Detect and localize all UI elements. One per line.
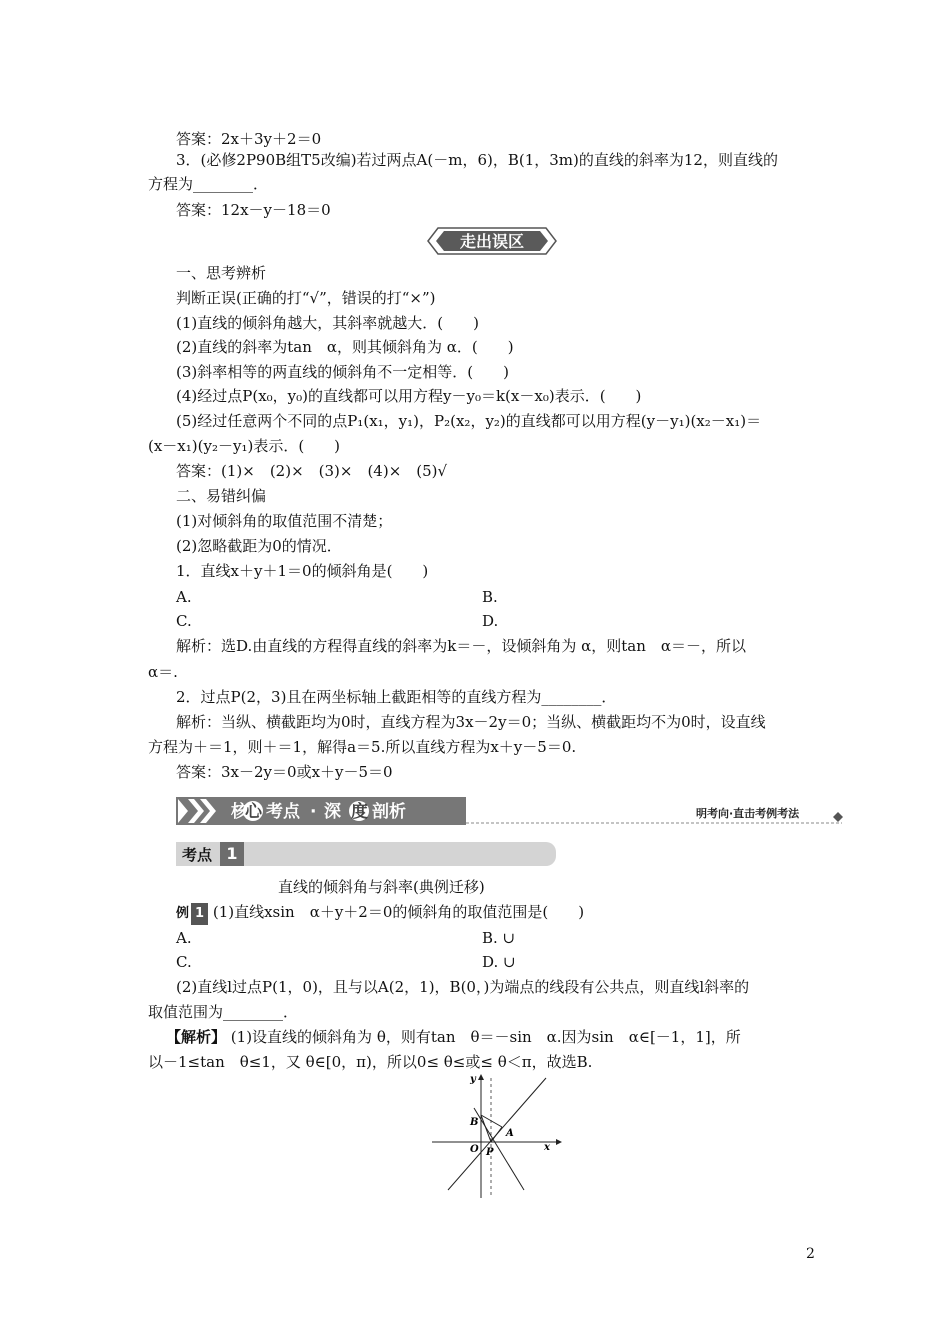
x-axis-label: x	[544, 1142, 550, 1153]
section-header-core	[176, 795, 848, 827]
banner-title: 走出误区	[459, 232, 525, 251]
example-1-question	[176, 901, 584, 925]
judge-item-5: (5)经过任意两个不同的点P₁(x₁，y₁)，P₂(x₂，y₂)的直线都可以用方程(y－y₁)(x₂－x₁)＝	[176, 412, 762, 430]
kaodian-label: 考点	[182, 846, 213, 864]
page-number: 2	[806, 1246, 815, 1262]
point-p-label: P	[486, 1147, 494, 1158]
example-tag	[176, 903, 208, 925]
judge-item-2: (2)直线的斜率为tan α，则其倾斜角为 α．( )	[176, 338, 514, 356]
coordinate-figure	[428, 1072, 568, 1200]
answer-line: 答案：12x－y－18＝0	[176, 201, 331, 219]
analysis-line-cont: 以－1≤tan θ≤1，又 θ∈[0，π)，所以0≤ θ≤或≤ θ＜π，故选B.	[148, 1053, 593, 1071]
analysis-text: (1)设直线的倾斜角为 θ，则有tan θ＝－sin α.因为sin α∈[－1，1]，所	[230, 1028, 741, 1046]
point-a-label: A	[506, 1128, 514, 1139]
judge-item-4: (4)经过点P(x₀，y₀)的直线都可以用方程y－y₀＝k(x－x₀)表示．( )	[176, 387, 642, 405]
example-number: 1	[191, 903, 208, 925]
section-title-char: 度	[351, 802, 368, 822]
section-banner-mistakes	[424, 226, 560, 256]
option-d: D.	[482, 612, 499, 630]
option-c: C.	[176, 612, 192, 630]
solution-line-cont: 方程为＋＝1，则＋＝1，解得a＝5.所以直线方程为x＋y－5＝0.	[148, 738, 577, 756]
section-title-text: 考点	[266, 802, 300, 822]
option-b: B.	[482, 588, 498, 606]
option-d: D. ∪	[482, 953, 516, 971]
answer-line: 答案：3x－2y＝0或x＋y－5＝0	[176, 763, 393, 781]
section-title-text: 剖析	[372, 802, 406, 822]
judge-item-1: (1)直线的倾斜角越大，其斜率就越大．( )	[176, 314, 479, 332]
analysis-label: 【解析】	[166, 1028, 227, 1046]
exercise-2: 2．过点P(2，3)且在两坐标轴上截距相等的直线方程为________．	[176, 688, 617, 706]
heading-thinking: 一、思考辨析	[176, 264, 267, 282]
kaodian-bar	[176, 842, 556, 866]
option-c: C.	[176, 953, 192, 971]
answer-line: 答案：(1)× (2)× (3)× (4)× (5)√	[176, 462, 448, 480]
option-a: A.	[176, 588, 192, 606]
error-item-2: (2)忽略截距为0的情况．	[176, 537, 342, 555]
question-3: 3．(必修2P90B组T5改编)若过两点A(－m，6)，B(1，3m)的直线的斜率为12，则直线的	[176, 151, 778, 169]
solution-line-cont: α＝.	[148, 663, 178, 681]
error-item-1: (1)对倾斜角的取值范围不清楚；	[176, 512, 393, 530]
section-title-char: 深	[324, 802, 341, 822]
judge-item-3: (3)斜率相等的两直线的倾斜角不一定相等．( )	[176, 363, 509, 381]
y-axis-label: y	[470, 1074, 476, 1085]
instruction: 判断正误(正确的打“√”，错误的打“×”)	[176, 289, 436, 307]
question-3-cont: 方程为________．	[148, 175, 269, 193]
analysis-line	[166, 1026, 741, 1048]
example-label: 例	[176, 906, 190, 921]
option-b: B. ∪	[482, 929, 516, 947]
section-subtitle: 明考向·直击考例考法	[696, 807, 800, 820]
answer-line: 答案：2x＋3y＋2＝0	[176, 130, 322, 148]
example-part-2: (2)直线l过点P(1，0)，且与以A(2，1)，B(0，)为端点的线段有公共点，则直线l斜率的	[176, 978, 750, 996]
topic-title: 直线的倾斜角与斜率(典例迁移)	[278, 878, 485, 896]
origin-label: O	[470, 1144, 479, 1155]
judge-item-5-cont: (x－x₁)(y₂－y₁)表示．( )	[148, 437, 341, 455]
point-b-label: B	[470, 1117, 479, 1128]
solution-line: 解析：选D.由直线的方程得直线的斜率为k＝－，设倾斜角为 α，则tan α＝－，所以	[176, 637, 747, 655]
section-title-char: 核	[231, 802, 248, 822]
exercise-1: 1．直线x＋y＋1＝0的倾斜角是( )	[176, 562, 429, 580]
kaodian-number: 1	[220, 842, 244, 866]
option-a: A.	[176, 929, 192, 947]
heading-errors: 二、易错纠偏	[176, 487, 267, 505]
example-text: (1)直线xsin α＋y＋2＝0的倾斜角的取值范围是( )	[212, 903, 585, 921]
section-title-dot: ·	[310, 802, 317, 822]
section-title-char: 心	[245, 802, 262, 822]
solution-line: 解析：当纵、横截距均为0时，直线方程为3x－2y＝0；当纵、横截距均不为0时，设直线	[176, 713, 766, 731]
example-part-2-cont: 取值范围为________．	[148, 1003, 299, 1021]
